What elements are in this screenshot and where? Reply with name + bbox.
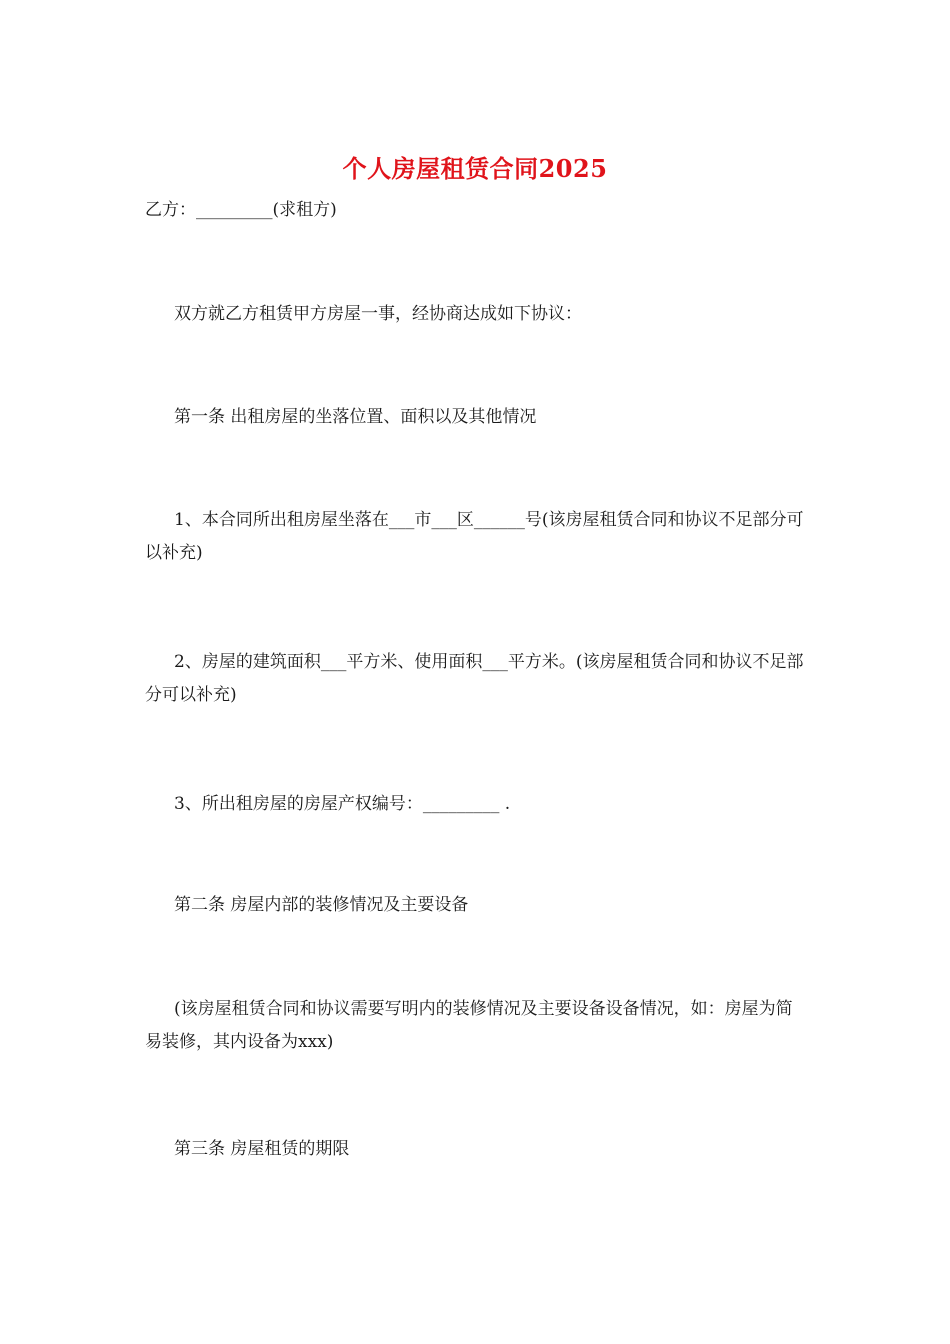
article-1-item-3: 3、所出租房屋的房屋产权编号：_________ . [174,794,511,814]
article-1-heading: 第一条 出租房屋的坐落位置、面积以及其他情况 [174,407,537,427]
article-1-item-1: 1、本合同所出租房屋坐落在___市___区______号(该房屋租赁合同和协议不足部分可以补充) [145,510,804,563]
article-1-item-2: 2、房屋的建筑面积___平方米、使用面积___平方米。(该房屋租赁合同和协议不足部分可以补充) [145,652,804,705]
party-b-line: 乙方：_________(求租方) [145,200,337,220]
article-3-heading: 第三条 房屋租赁的期限 [174,1139,350,1159]
document-title: 个人房屋租赁合同2025 [342,154,608,183]
article-2-heading: 第二条 房屋内部的装修情况及主要设备 [174,895,469,915]
intro-paragraph: 双方就乙方租赁甲方房屋一事，经协商达成如下协议： [174,304,582,324]
article-2-note: (该房屋租赁合同和协议需要写明内的装修情况及主要设备设备情况，如：房屋为简易装修，其内设备为xxx) [145,999,793,1052]
